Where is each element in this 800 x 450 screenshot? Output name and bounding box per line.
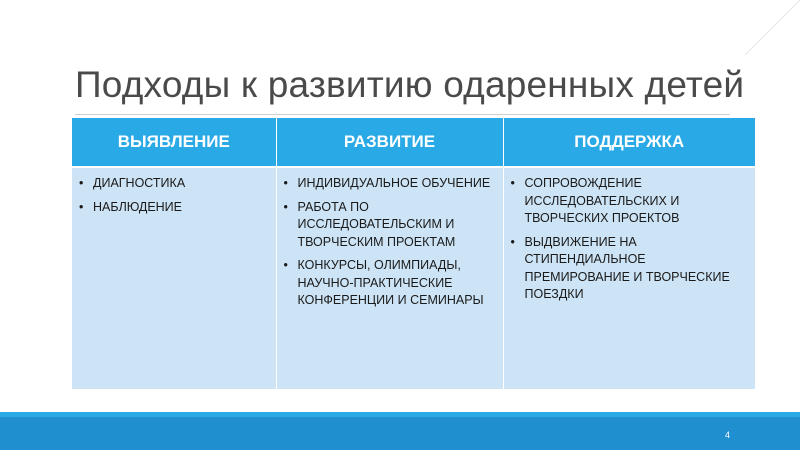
list-item-text: РАБОТА ПО ИССЛЕДОВАТЕЛЬСКИМ И ТВОРЧЕСКИМ ПРОЕКТАМ (297, 199, 456, 249)
list-item-text: КОНКУРСЫ, ОЛИМПИАДЫ, НАУЧНО-ПРАКТИЧЕСКИЕ КОНФЕРЕНЦИИ И СЕМИНАРЫ (297, 258, 484, 307)
identification-cell (72, 167, 276, 389)
bullet-icon: • (283, 176, 288, 190)
list-item (510, 175, 750, 228)
slide-title: Подходы к развитию одаренных детей (75, 64, 745, 105)
bullet-icon: • (79, 176, 84, 190)
list-item (78, 175, 270, 193)
table-header-row (72, 118, 755, 167)
title-divider (75, 114, 730, 115)
bullet-icon: • (79, 199, 84, 214)
list-item (78, 199, 270, 217)
list-item-text: СОПРОВОЖДЕНИЕ ИССЛЕДОВАТЕЛЬСКИХ И ТВОРЧЕСКИХ ПРОЕКТОВ (524, 176, 680, 225)
footer-band (0, 417, 800, 450)
table-body-row (72, 167, 755, 389)
support-list (510, 175, 750, 304)
list-item-text: ДИАГНОСТИКА (93, 176, 186, 190)
development-cell (276, 167, 503, 389)
support-cell (503, 167, 755, 389)
identification-list (78, 175, 270, 216)
corner-decoration (0, 0, 800, 60)
page-number: 4 (724, 430, 730, 440)
bullet-icon: • (283, 199, 288, 214)
list-item (510, 234, 750, 304)
column-header-support: ПОДДЕРЖКА (503, 118, 755, 167)
development-list (283, 175, 497, 310)
column-header-identification: ВЫЯВЛЕНИЕ (72, 118, 276, 167)
bullet-icon: • (283, 258, 288, 272)
list-item-text: ВЫДВИЖЕНИЕ НА СТИПЕНДИАЛЬНОЕ ПРЕМИРОВАНИЕ И ТВОРЧЕСКИЕ ПОЕЗДКИ (524, 234, 730, 301)
bullet-icon: • (510, 176, 515, 190)
list-item (283, 257, 497, 310)
list-item (283, 199, 497, 252)
list-item-text: ИНДИВИДУАЛЬНОЕ ОБУЧЕНИЕ (297, 176, 491, 190)
bullet-icon: • (510, 234, 515, 249)
approaches-table (72, 118, 755, 389)
column-header-development: РАЗВИТИЕ (276, 118, 503, 167)
list-item (283, 175, 497, 193)
list-item-text: НАБЛЮДЕНИЕ (93, 199, 183, 214)
